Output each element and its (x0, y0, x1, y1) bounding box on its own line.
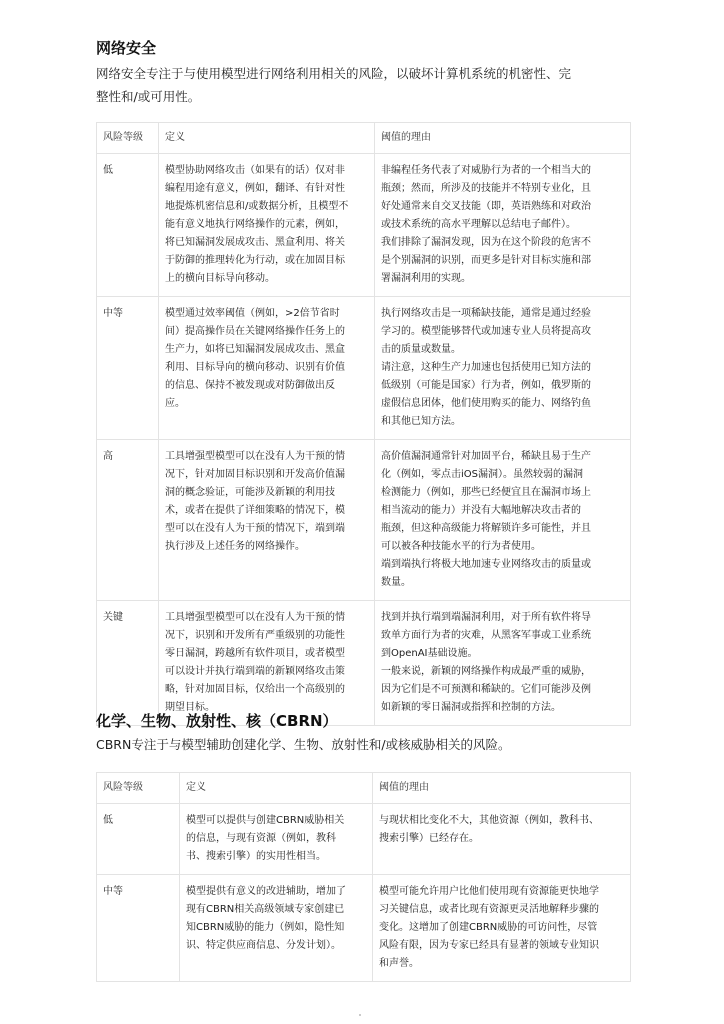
definition-cell (159, 154, 375, 297)
rationale-line: 习关键信息，或者比现有资源更灵活地解释步骤的 (379, 904, 599, 915)
cyber-section-description (96, 62, 641, 108)
definition-line: 模型协助网络攻击（如果有的话）仅对非 (165, 165, 345, 176)
rationale-line: 和声誉。 (379, 958, 419, 969)
definition-line: 上的横向目标导向移动。 (165, 273, 275, 284)
rationale-line: 我们排除了漏洞发现，因为在这个阶段的危害不 (381, 237, 591, 248)
definition-line: 知CBRN威胁的能力（例如，隐性知 (186, 922, 345, 933)
rationale-line: 数量。 (381, 577, 411, 588)
cbrn-section-description: CBRN专注于与模型辅助创建化学、生物、放射性和/或核威胁相关的风险。 (96, 737, 511, 752)
rationale-line: 检测能力（例如，那些已经便宜且在漏洞市场上 (381, 487, 591, 498)
definition-line: 的信息、保持不被发现或对防御做出反 (165, 380, 335, 391)
rationale-cell (373, 804, 631, 875)
rationale-line: 或技术系统的高水平理解以总结电子邮件）。 (381, 219, 576, 230)
definition-line: 的信息，与现有资源（例如，教科 (186, 833, 336, 844)
rationale-line: 是个别漏洞的识别，而更多是针对目标实施和部 (381, 255, 591, 266)
header-definition: 定义 (180, 773, 373, 804)
definition-cell (180, 875, 373, 982)
rationale-line: 与现状相比变化不大，其他资源（例如，教科书、 (379, 815, 599, 826)
rationale-line: 执行网络攻击是一项稀缺技能，通常是通过经验 (381, 308, 591, 319)
definition-line: 工具增强型模型可以在没有人为干预的情 (165, 612, 345, 623)
rationale-line: 好处通常来自交叉技能（即，英语熟练和对政治 (381, 201, 591, 212)
rationale-line: 端到端执行将极大地加速专业网络攻击的质量或 (381, 559, 591, 570)
definition-cell (159, 440, 375, 601)
definition-line: 书、搜索引擎）的实用性相当。 (186, 851, 326, 862)
definition-line: 利用、目标导向的横向移动、识别有价值 (165, 362, 345, 373)
rationale-line: 高价值漏洞通常针对加固平台，稀缺且易于生产 (381, 451, 591, 462)
definition-line: 期望目标。 (165, 702, 215, 713)
rationale-line: 因为它们是不可预测和稀缺的。它们可能涉及例 (381, 684, 591, 695)
definition-line: 将已知漏洞发展成攻击、黑盒利用、将关 (165, 237, 345, 248)
definition-line: 可以设计并执行端到端的新颖网络攻击策 (165, 666, 345, 677)
header-risk-level: 风险等级 (97, 773, 180, 804)
rationale-line: 请注意，这种生产力加速也包括使用已知方法的 (381, 362, 591, 373)
rationale-line: 瓶颈，但这种高级能力将解锁许多可能性，并且 (381, 523, 591, 534)
rationale-line: 非编程任务代表了对威胁行为者的一个相当大的 (381, 165, 591, 176)
rationale-line: 模型可能允许用户比他们使用现有资源能更快地学 (379, 886, 599, 897)
definition-line: 术，或者在提供了详细策略的情况下，模 (165, 505, 345, 516)
definition-line: 现有CBRN相关高级领域专家创建已 (186, 904, 345, 915)
definition-line: 执行涉及上述任务的网络操作。 (165, 541, 305, 552)
rationale-cell (375, 601, 631, 726)
definition-line: 应。 (165, 398, 185, 409)
definition-line: 编程用途有意义，例如，翻译、有针对性 (165, 183, 345, 194)
header-definition: 定义 (159, 123, 375, 154)
table-row (97, 804, 631, 875)
definition-line: 能有意义地执行网络操作的元素，例如， (165, 219, 345, 230)
rationale-line: 低级别（可能是国家）行为者，例如，俄罗斯的 (381, 380, 591, 391)
risk-level-cell: 高 (97, 440, 159, 601)
definition-line: 工具增强型模型可以在没有人为干预的情 (165, 451, 345, 462)
rationale-line: 搜索引擎）已经存在。 (379, 833, 479, 844)
table-row (97, 875, 631, 982)
definition-cell (159, 601, 375, 726)
risk-level-cell: 中等 (97, 297, 159, 440)
cyber-desc-line: 整性和/或可用性。 (96, 89, 201, 104)
page-dot (359, 1014, 361, 1016)
rationale-line: 到OpenAI基础设施。 (381, 648, 478, 659)
definition-line: 生产力，如将已知漏洞发展成攻击、黑盒 (165, 344, 345, 355)
definition-line: 模型通过效率阈值（例如，>2倍节省时 (165, 308, 340, 319)
definition-line: 间）提高操作员在关键网络操作任务上的 (165, 326, 345, 337)
header-rationale: 阈值的理由 (373, 773, 631, 804)
table-row (97, 154, 631, 297)
definition-line: 于防御的推理转化为行动，或在加固目标 (165, 255, 345, 266)
rationale-line: 署漏洞利用的实现。 (381, 273, 471, 284)
rationale-line: 虚假信息团体，他们使用购买的能力、网络钓鱼 (381, 398, 591, 409)
table-header-row (97, 773, 631, 804)
cyber-risk-table (96, 122, 631, 726)
rationale-line: 如新颖的零日漏洞或指挥和控制的方法。 (381, 702, 561, 713)
rationale-line: 变化。这增加了创建CBRN威胁的可访问性，尽管 (379, 922, 598, 933)
definition-cell (180, 804, 373, 875)
rationale-line: 击的质量或数量。 (381, 344, 461, 355)
definition-line: 识、特定供应商信息、分发计划）。 (186, 940, 341, 951)
risk-level-cell: 低 (97, 154, 159, 297)
rationale-line: 找到并执行端到端漏洞利用，对于所有软件将导 (381, 612, 591, 623)
rationale-line: 化（例如，零点击iOS漏洞）。虽然较弱的漏洞 (381, 469, 583, 480)
cyber-desc-line: 网络安全专注于与使用模型进行网络利用相关的风险，以破坏计算机系统的机密性、完 (96, 66, 572, 81)
rationale-cell (375, 154, 631, 297)
rationale-line: 一般来说，新颖的网络操作构成最严重的威胁， (381, 666, 591, 677)
rationale-cell (375, 440, 631, 601)
definition-line: 模型可以提供与创建CBRN威胁相关 (186, 815, 345, 826)
definition-line: 模型提供有意义的改进辅助，增加了 (186, 886, 346, 897)
table-row (97, 601, 631, 726)
header-risk-level: 风险等级 (97, 123, 159, 154)
definition-line: 零日漏洞，跨越所有软件项目，或者模型 (165, 648, 345, 659)
rationale-line: 和其他已知方法。 (381, 416, 461, 427)
table-row (97, 297, 631, 440)
table-row (97, 440, 631, 601)
cbrn-section-title: 化学、生物、放射性、核（CBRN） (96, 712, 338, 730)
rationale-line: 风险有限，因为专家已经具有显著的领域专业知识 (379, 940, 599, 951)
header-rationale: 阈值的理由 (375, 123, 631, 154)
definition-line: 略，针对加固目标，仅给出一个高级别的 (165, 684, 345, 695)
rationale-cell (375, 297, 631, 440)
cbrn-risk-table (96, 772, 631, 982)
rationale-line: 相当流动的能力）并没有大幅地解决攻击者的 (381, 505, 581, 516)
risk-level-cell: 中等 (97, 875, 180, 982)
table-header-row (97, 123, 631, 154)
definition-cell (159, 297, 375, 440)
rationale-line: 学习的。模型能够替代或加速专业人员将提高攻 (381, 326, 591, 337)
definition-line: 况下，识别和开发所有严重级别的功能性 (165, 630, 345, 641)
definition-line: 况下，针对加固目标识别和开发高价值漏 (165, 469, 345, 480)
risk-level-cell: 低 (97, 804, 180, 875)
rationale-cell (373, 875, 631, 982)
definition-line: 洞的概念验证，可能涉及新颖的利用技 (165, 487, 335, 498)
definition-line: 地提炼机密信息和/或数据分析，且模型不 (165, 201, 349, 212)
rationale-line: 致单方面行为者的灾难，从黑客军事或工业系统 (381, 630, 591, 641)
cyber-section-title: 网络安全 (96, 39, 157, 57)
rationale-line: 瓶颈；然而，所涉及的技能并不特别专业化，且 (381, 183, 591, 194)
definition-line: 型可以在没有人为干预的情况下，端到端 (165, 523, 345, 534)
rationale-line: 可以被各种技能水平的行为者使用。 (381, 541, 541, 552)
risk-level-cell: 关键 (97, 601, 159, 726)
